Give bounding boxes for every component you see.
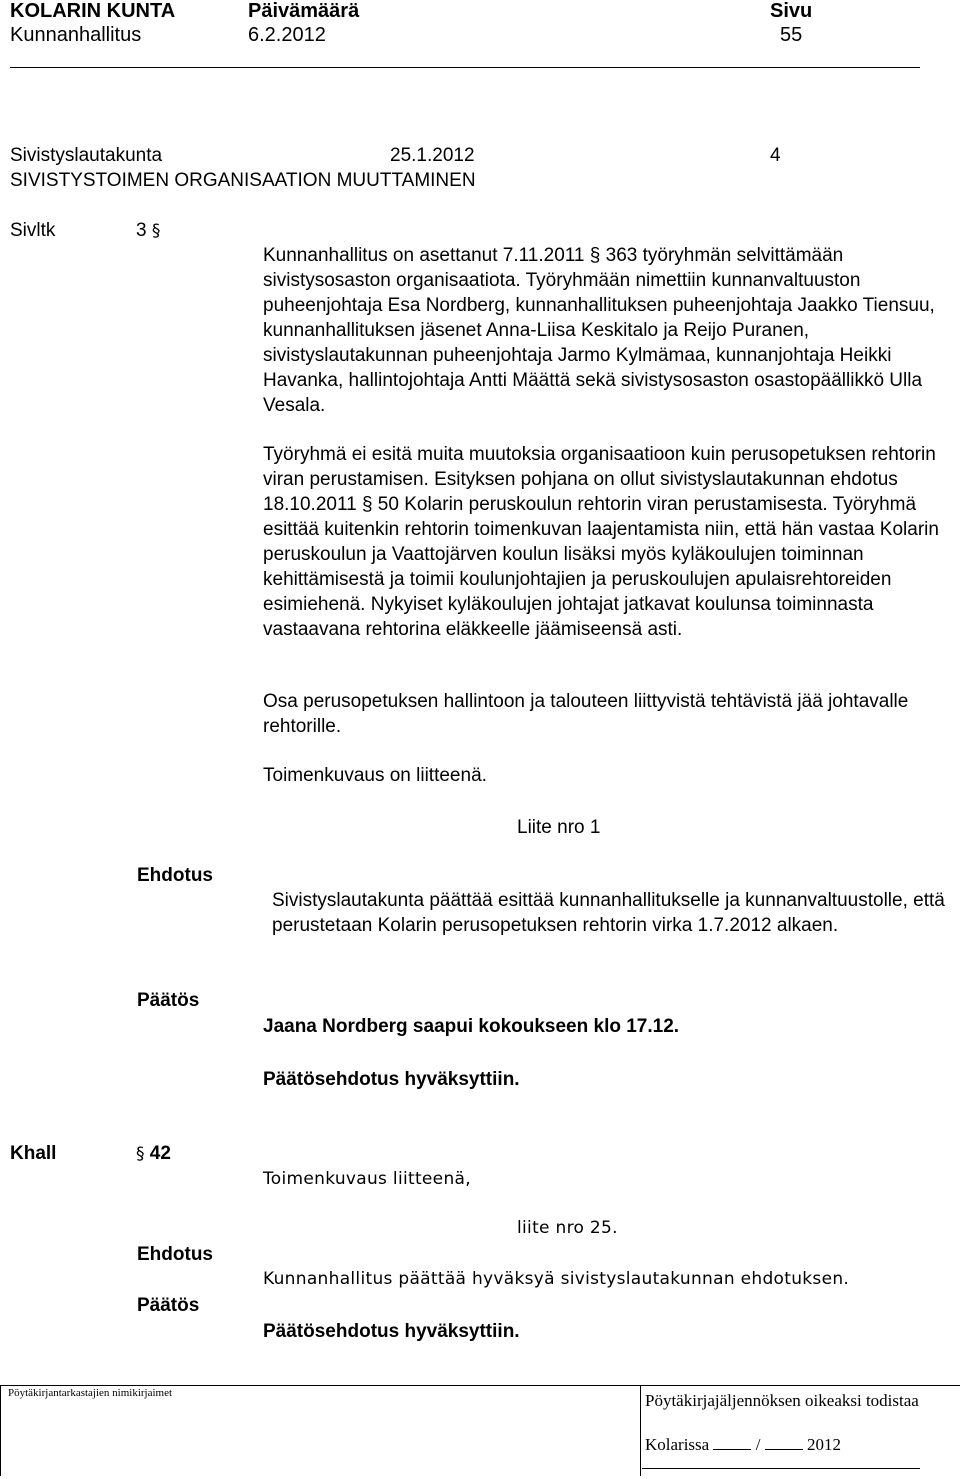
header-page-number: 55 xyxy=(780,24,803,46)
header-body: Kunnanhallitus xyxy=(10,24,142,46)
header-rule xyxy=(10,67,920,68)
sivltk-attachment: Liite nro 1 xyxy=(517,817,601,838)
sivltk-paragraph-4: Toimenkuvaus on liitteenä. xyxy=(263,765,487,786)
footer-signature-line xyxy=(642,1468,920,1469)
sivltk-paragraph-2: Työryhmä ei esitä muita muutoksia organisaatioon kuin perusopetuksen rehtorin viran perustamisen. Esityksen pohjana on ollut sivistyslautakunnan ehdotus 18.10.2011 § 50 Kolarin peruskoulun rehtorin viran perustamisesta. Työryhmä esittää kuitenkin rehtorin toimenkuvan laajentamista niin, että hän vastaa Kolarin peruskoulun ja Vaattojärven koulun lisäksi myös kyläkoulujen toiminnan kehittämisestä ja toimii koulunjohtajien ja peruskoulujen apulaisrehtoreiden esimiehenä. Nykyiset kyläkoulujen johtajat jatkavat koulunsa toiminnasta vastaavana rehtorina eläkkeelle jäämiseensä asti. xyxy=(263,444,939,640)
khall-decision: Päätösehdotus hyväksyttiin. xyxy=(263,1321,520,1342)
header-page-label: Sivu xyxy=(770,0,813,22)
footer-left-border xyxy=(0,1386,1,1476)
ref-page: 4 xyxy=(770,145,781,166)
footer-year: 2012 xyxy=(806,1435,841,1454)
sivltk-proposal-text: Sivistyslautakunta päättää esittää kunnanhallitukselle ja kunnanvaltuustolle, että perustetaan Kolarin perusopetuksen rehtorin virka 1.7.2012 alkaen. xyxy=(272,890,945,936)
khall-decision-label: Päätös xyxy=(137,1295,200,1316)
footer-divider xyxy=(640,1386,641,1476)
khall-section-number xyxy=(136,1141,171,1167)
khall-proposal-label: Ehdotus xyxy=(137,1244,213,1265)
footer-place: Kolarissa xyxy=(645,1435,710,1454)
footer-month-blank xyxy=(765,1435,803,1450)
khall-label: Khall xyxy=(10,1143,57,1164)
khall-proposal-text: Kunnanhallitus päättää hyväksyä sivistyslautakunnan ehdotuksen. xyxy=(263,1269,850,1289)
khall-text: Toimenkuvaus liitteenä, xyxy=(263,1169,471,1189)
ref-date: 25.1.2012 xyxy=(390,145,475,166)
khall-attachment: liite nro 25. xyxy=(517,1218,618,1238)
sivltk-num: 3 xyxy=(136,220,147,241)
khall-num: 42 xyxy=(149,1143,171,1164)
sivltk-paragraph-3: Osa perusopetuksen hallintoon ja talouteen liittyvistä tehtävistä jää johtavalle rehtorille. xyxy=(263,691,909,737)
sivltk-decision-note: Jaana Nordberg saapui kokoukseen klo 17.12. xyxy=(263,1016,680,1037)
section-title: SIVISTYSTOIMEN ORGANISAATION MUUTTAMINEN xyxy=(10,170,476,191)
sivltk-label: Sivltk xyxy=(10,220,56,241)
footer-day-blank xyxy=(713,1435,751,1450)
sivltk-decision-label: Päätös xyxy=(137,990,200,1011)
footer-certification: Pöytäkirjajäljennöksen oikeaksi todistaa xyxy=(645,1391,919,1410)
sivltk-paragraph-1: Kunnanhallitus on asettanut 7.11.2011 § 363 työryhmän selvittämään sivistysosaston organisaatiota. Työryhmään nimettiin kunnanvaltuuston puheenjohtaja Esa Nordberg, kunnanhallituksen puheenjohtaja Jaakko Tiensuu, kunnanhallituksen jäsenet Anna-Liisa Keskitalo ja Reijo Puranen, sivistyslautakunnan puheenjohtaja Jarmo Kylmämaa, kunnanjohtaja Heikki Havanka, hallintojohtaja Antti Määttä sekä sivistysosaston osastopäällikkö Ulla Vesala. xyxy=(263,245,935,416)
section-sign-icon: § xyxy=(151,221,161,241)
sivltk-decision: Päätösehdotus hyväksyttiin. xyxy=(263,1069,520,1090)
section-sign-icon: § xyxy=(136,1144,145,1164)
sivltk-proposal-label: Ehdotus xyxy=(137,865,213,886)
ref-committee: Sivistyslautakunta xyxy=(10,145,163,166)
header-date: 6.2.2012 xyxy=(248,24,326,46)
footer-date-line xyxy=(645,1432,841,1457)
sivltk-section-number xyxy=(136,218,160,244)
footer-slash: / xyxy=(755,1435,761,1454)
municipality-name: KOLARIN KUNTA xyxy=(10,0,176,22)
footer-signatures-label: Pöytäkirjantarkastajien nimikirjaimet xyxy=(8,1387,173,1399)
header-date-label: Päivämäärä xyxy=(248,0,360,22)
